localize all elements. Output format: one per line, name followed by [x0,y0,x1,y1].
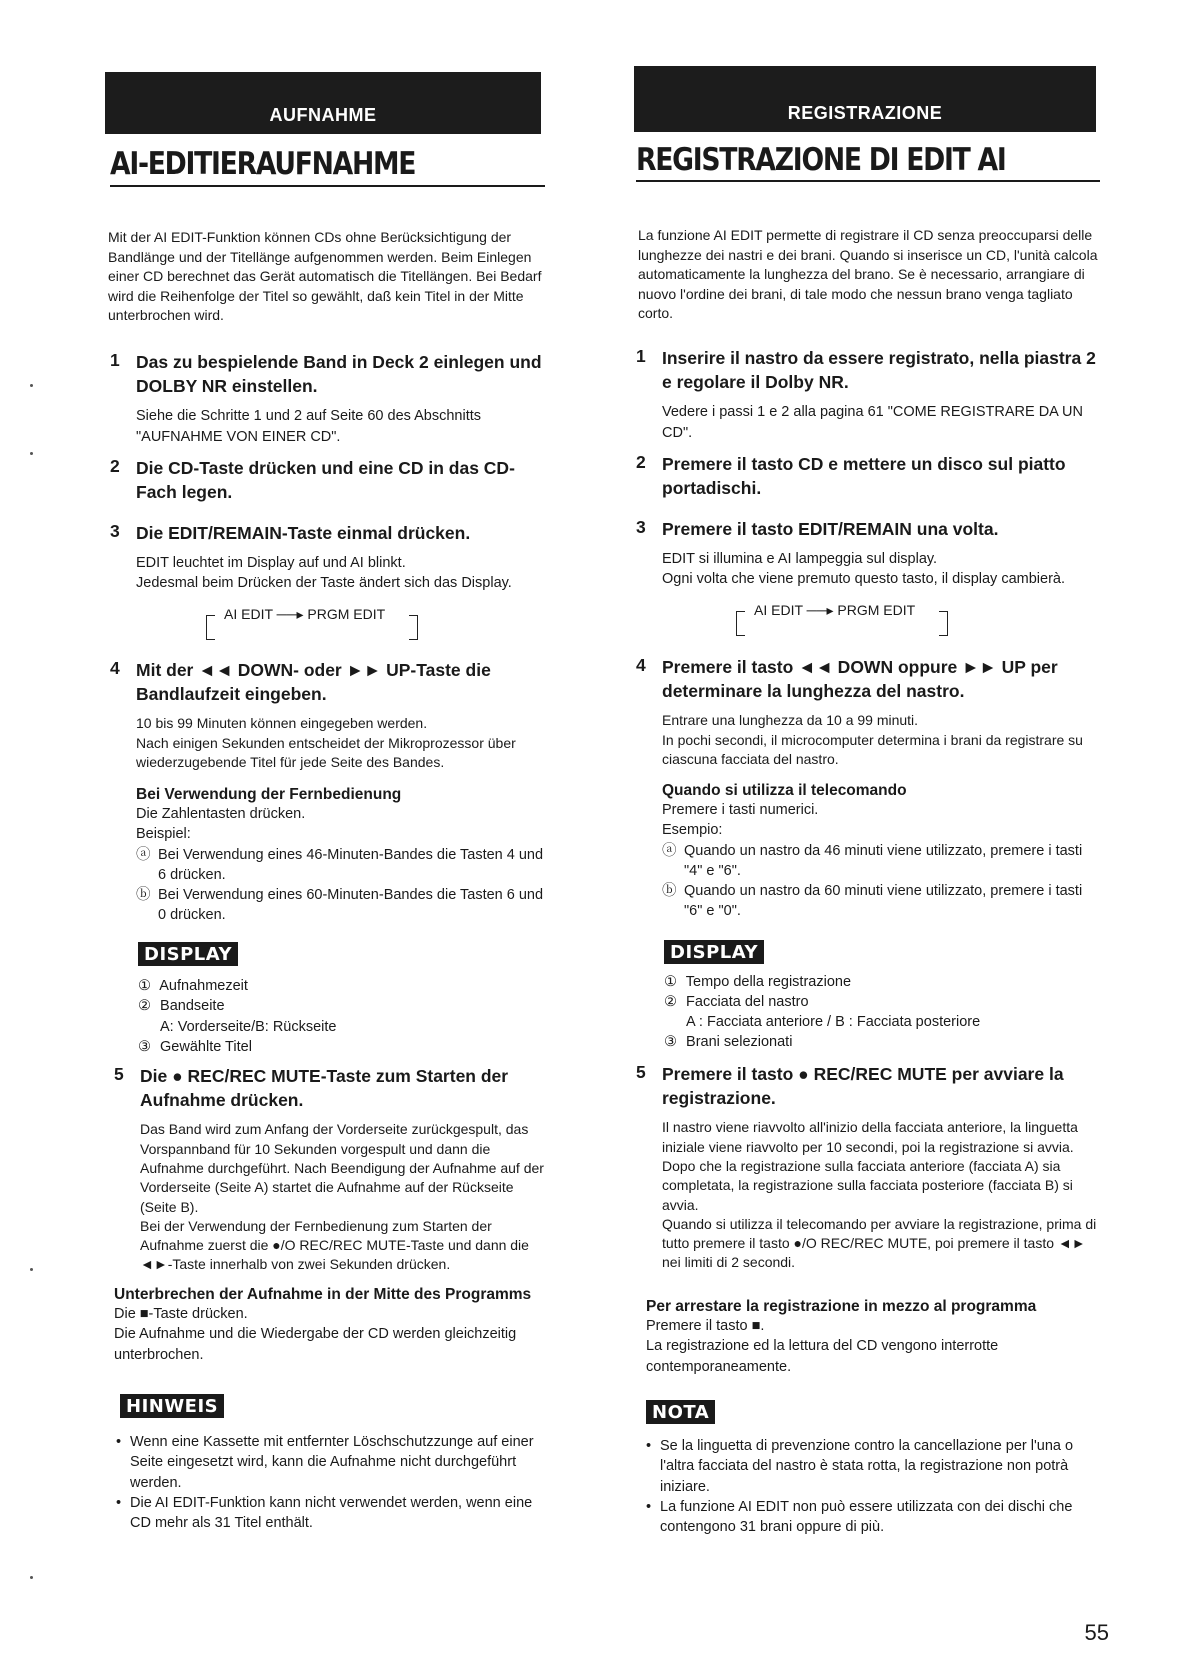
step-1 [636,346,1100,443]
section-header-bar [634,66,1096,132]
circled-a-icon: ⓐ [136,846,151,863]
display-cycle-diagram: AI EDIT ──▸ PRGM EDIT [206,606,418,640]
remote-example-label: Beispiel: [136,826,191,843]
step-number: 4 [636,655,646,675]
display-cycle-diagram: AI EDIT ──▸ PRGM EDIT [736,602,948,636]
display-tag [138,942,585,966]
example-text: Quando un nastro da 46 minuti viene utilizzato, premere i tasti "4" e "6". [684,842,1083,879]
circled-1-icon: ① [138,978,151,994]
stop-section [114,1286,545,1365]
page-title: REGISTRAZIONE DI EDIT AI [636,142,1006,178]
step-heading: Premere il tasto ◄◄ DOWN oppure ►► UP per determinare la lunghezza del nastro. [662,657,1058,702]
page-title: AI-EDITIERAUFNAHME [110,146,416,182]
step-1 [110,350,545,447]
section-header-bar [105,72,541,134]
title-rule [636,180,1100,182]
remote-example-a [136,845,545,886]
remote-line: Premere i tasti numerici. [662,802,819,818]
remote-section [662,782,1100,922]
example-text: Bei Verwendung eines 60-Minuten-Bandes die Tasten 6 und 0 drücken. [158,887,544,924]
step-number: 4 [110,658,120,678]
display-legend [138,976,545,1057]
step-description: 10 bis 99 Minuten können eingegeben werden. Nach einigen Sekunden entscheidet der Mikroprozessor über wiederzugebende Titel für jede Seite des Bandes. [136,715,516,771]
legend-item: Facciata del nastro [686,994,809,1010]
intro-paragraph: La funzione AI EDIT permette di registrare il CD senza preoccuparsi delle lunghezze dei nastri e dei brani. Quando si inserisce un CD, l'unità calcola automaticamente la lunghezza del brano. Se è necessario, arrangiare di nuovo l'ordine dei brani, di tale modo che nessun brano venga tagliato corto. [638,227,1098,322]
scan-dot [30,1576,33,1579]
display-label: DISPLAY [138,942,238,966]
legend-subitem: A : Facciata anteriore / B : Facciata posteriore [686,1014,981,1030]
remote-heading: Quando si utilizza il telecomando [662,782,907,799]
flow-label-prgm-edit: PRGM EDIT [837,601,916,618]
stop-line: Die ■-Taste drücken. [114,1306,248,1322]
remote-example-b [136,885,545,926]
circled-3-icon: ③ [138,1038,151,1055]
stop-line: Die Aufnahme und die Wiedergabe der CD werden gleichzeitig unterbrochen. [114,1326,517,1363]
note-tag [120,1394,585,1418]
note-label: NOTA [646,1400,715,1424]
flow-label-prgm-edit: PRGM EDIT [307,605,386,622]
step-heading: Inserire il nastro da essere registrato, nella piastra 2 e regolare il Dolby NR. [662,348,1096,393]
section-label: REGISTRAZIONE [787,103,943,123]
flow-label-ai-edit: AI EDIT [224,605,273,622]
intro-paragraph: Mit der AI EDIT-Funktion können CDs ohne Berücksichtigung der Bandlänge und der Titellänge aufgenommen werden. Beim Einlegen einer CD berechnet das Gerät automatisch die Titellängen. Bei Bedarf wird die Reihenfolge der Titel so gewählt, daß kein Titel in der Mitte unterbrochen wird. [108,229,542,324]
notes-list [116,1432,545,1533]
step-heading: Die CD-Taste drücken und eine CD in das CD-Fach legen. [136,458,515,503]
legend-item: Gewählte Titel [160,1038,252,1055]
remote-example-b [662,881,1100,922]
note-label: HINWEIS [120,1394,224,1418]
step-description: Das Band wird zum Anfang der Vorderseite zurückgespult, das Vorspannband für 10 Sekunden vorgespult und dann die Aufnahme durchgeführt. Nach Beendigung der Aufnahme auf der Vorderseite (Seite A) startet die Aufnahme auf der Rückseite (Seite B). Bei der Verwendung der Fernbedienung zum Starten der Aufnahme zuerst die ●/O REC/REC MUTE-Taste und dann die ◄►-Taste innerhalb von zwei Sekunden drücken. [140,1121,544,1273]
step-number: 1 [110,350,120,370]
example-text: Bei Verwendung eines 46-Minuten-Bandes die Tasten 4 und 6 drücken. [158,846,544,883]
step-description: Il nastro viene riavvolto all'inizio della facciata anteriore, la linguetta iniziale viene riavvolto per 10 secondi, poi la registrazione si avvia. Dopo che la registrazione sulla facciata anteriore (facciata A) sia completata, la registrazione sulla facciata posteriore (facciata B) si avvia. Quando si utilizza il telecomando per avviare la registrazione, prima di tutto premere il tasto ●/O REC/REC MUTE, poi premere il tasto ◄► nei limiti di 2 secondi. [662,1119,1097,1271]
note-tag [646,1400,1108,1424]
step-number: 1 [636,346,646,366]
stop-line: Premere il tasto ■. [646,1318,765,1334]
stop-heading: Unterbrechen der Aufnahme in der Mitte des Programms [114,1286,532,1303]
scan-dot [30,384,33,387]
step-number: 3 [636,517,646,537]
circled-3-icon: ③ [664,1034,677,1050]
step-description: Vedere i passi 1 e 2 alla pagina 61 "COME REGISTRARE DA UN CD". [662,404,1084,441]
scan-dot [30,452,33,455]
circled-2-icon: ② [138,998,151,1015]
circled-1-icon: ① [664,974,677,990]
circled-b-icon: ⓑ [136,887,151,904]
legend-item: Aufnahmezeit [159,978,248,994]
notes-list [646,1436,1100,1537]
title-rule [110,185,545,187]
stop-line: La registrazione ed la lettura del CD vengono interrotte contemporaneamente. [646,1338,999,1375]
display-tag [664,940,1108,964]
step-heading: Premere il tasto CD e mettere un disco sul piatto portadischi. [662,454,1066,499]
legend-item: Tempo della registrazione [685,974,852,990]
step-description: EDIT leuchtet im Display auf und AI blinkt. Jedesmal beim Drücken der Taste ändert sich das Display. [136,555,512,592]
note-item: • La funzione AI EDIT non può essere utilizzata con dei dischi che contengono 31 brani oppure di più. [646,1497,1100,1538]
step-2 [636,452,1100,500]
circled-b-icon: ⓑ [662,883,677,900]
step-heading: Die ● REC/REC MUTE-Taste zum Starten der Aufnahme drücken. [140,1066,509,1111]
note-item: • Wenn eine Kassette mit entfernter Löschschutzzunge auf einer Seite eingesetzt wird, kann die Aufnahme nicht durchgeführt werden. [116,1432,545,1493]
example-text: Quando un nastro da 60 minuti viene utilizzato, premere i tasti "6" e "0". [684,883,1083,920]
display-legend [664,972,1100,1052]
flow-label-ai-edit: AI EDIT [754,601,803,618]
step-heading: Das zu bespielende Band in Deck 2 einlegen und DOLBY NR einstellen. [136,352,542,397]
circled-2-icon: ② [664,994,677,1010]
legend-item: Brani selezionati [686,1034,793,1050]
remote-heading: Bei Verwendung der Fernbedienung [136,786,402,803]
note-item: • Se la linguetta di prevenzione contro la cancellazione per l'una o l'altra facciata del nastro è stata rotta, la registrazione non potrà iniziare. [646,1436,1100,1497]
remote-example-label: Esempio: [662,822,723,839]
section-label: AUFNAHME [269,105,377,125]
step-heading: Mit der ◄◄ DOWN- oder ►► UP-Taste die Bandlaufzeit eingeben. [136,660,491,705]
legend-item: Bandseite [160,998,225,1015]
legend-subitem: A: Vorderseite/B: Rückseite [160,1018,337,1035]
display-label: DISPLAY [664,940,764,964]
step-5 [636,1062,1100,1273]
step-description: Entrare una lunghezza da 10 a 99 minuti. In pochi secondi, il microcomputer determina i brani da registrare su ciascuna facciata del nastro. [662,712,1083,768]
step-description: EDIT si illumina e AI lampeggia sul display. Ogni volta che viene premuto questo tasto, il display cambierà. [662,551,1065,588]
note-item: • Die AI EDIT-Funktion kann nicht verwendet werden, wenn eine CD mehr als 31 Titel enthält. [116,1493,545,1534]
step-heading: Premere il tasto ● REC/REC MUTE per avviare la registrazione. [662,1064,1064,1109]
step-3 [636,517,1100,636]
remote-line: Die Zahlentasten drücken. [136,806,306,822]
step-5 [114,1064,545,1275]
step-2 [110,456,545,504]
scan-dot [30,1268,33,1271]
step-heading: Premere il tasto EDIT/REMAIN una volta. [662,519,999,539]
step-4 [636,655,1100,770]
step-number: 5 [636,1062,646,1082]
stop-section [646,1298,1100,1377]
remote-example-a [662,841,1100,882]
step-heading: Die EDIT/REMAIN-Taste einmal drücken. [136,523,471,543]
remote-section [136,786,545,926]
step-number: 2 [636,452,646,472]
step-number: 3 [110,521,120,541]
page-number: 55 [1084,1620,1109,1645]
stop-heading: Per arrestare la registrazione in mezzo al programma [646,1298,1037,1315]
step-4 [110,658,545,773]
step-number: 5 [114,1064,124,1084]
step-description: Siehe die Schritte 1 und 2 auf Seite 60 des Abschnitts "AUFNAHME VON EINER CD". [136,408,482,445]
circled-a-icon: ⓐ [662,842,677,859]
step-3 [110,521,545,640]
step-number: 2 [110,456,120,476]
